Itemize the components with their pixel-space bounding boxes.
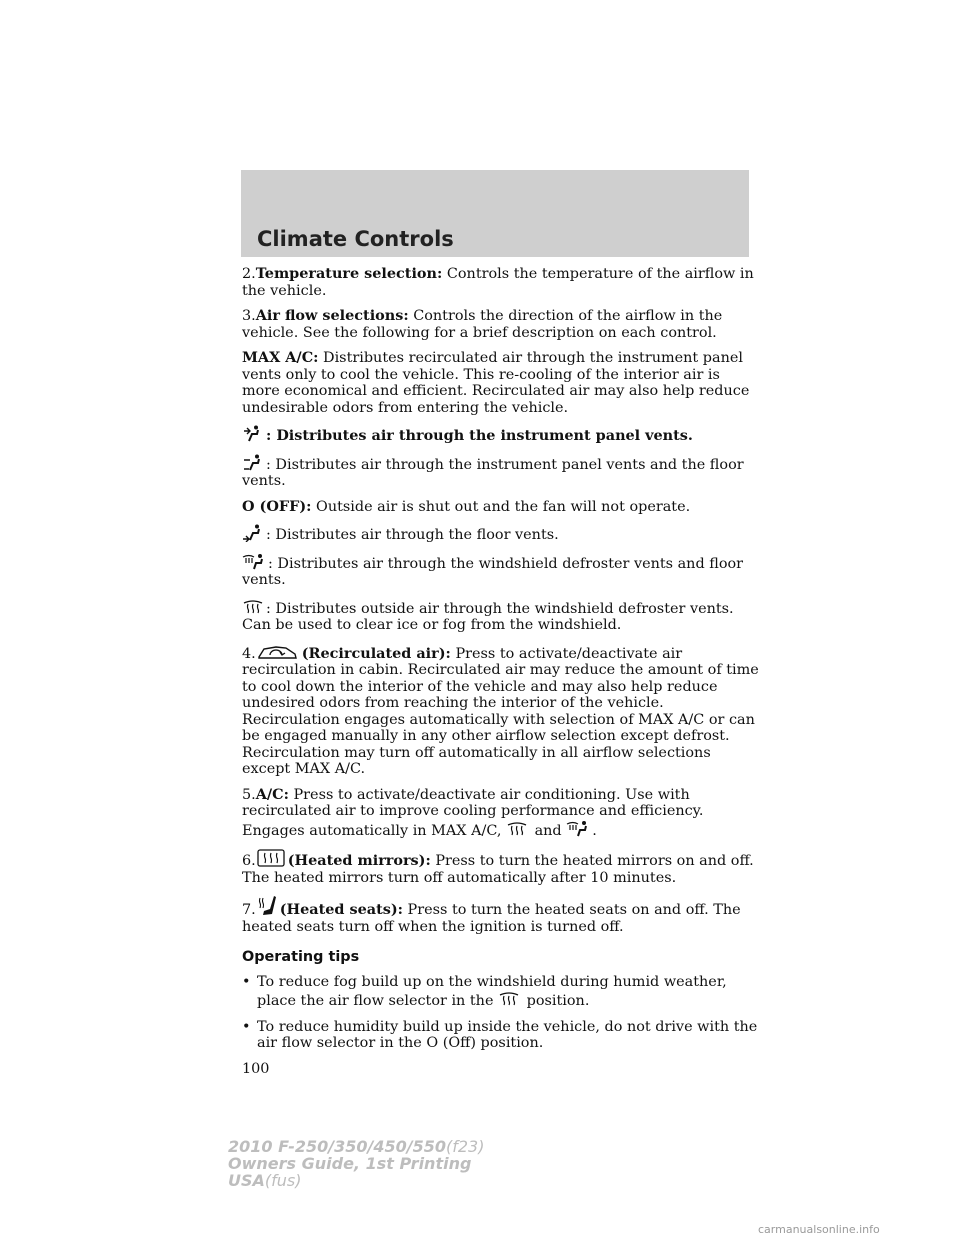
- list-item: • To reduce fog build up on the windshield during humid weather, place the air flow selector in the position.: [242, 973, 727, 1009]
- item-label: (Heated seats):: [279, 901, 403, 918]
- item-defrost-floor: : Distributes air through the windshield defroster vents and floor vents.: [242, 553, 762, 589]
- item-ac: 5.A/C: Press to activate/deactivate air conditioning. Use with recirculated air to improve cooling performance and efficiency. Engages automatically in MAX A/C, and .: [242, 785, 704, 839]
- item-label: (Heated mirrors):: [287, 852, 431, 869]
- item-off: O (OFF): Outside air is shut out and the fan will not operate.: [242, 497, 691, 515]
- windshield-defrost-icon: [498, 990, 520, 1008]
- item-panel-floor-vents: : Distributes air through the instrument panel vents and the floor vents.: [242, 454, 762, 490]
- defrost-floor-icon: [566, 820, 590, 838]
- page-number: 100: [242, 1060, 270, 1077]
- recirculation-icon: [256, 643, 300, 661]
- item-panel-vents: : Distributes air through the instrument panel vents.: [242, 425, 762, 445]
- section-title: Climate Controls: [257, 227, 454, 251]
- item-floor-vents: : Distributes air through the floor vents.: [242, 524, 762, 544]
- item-label: MAX A/C:: [242, 349, 319, 366]
- panel-vent-icon: [242, 425, 264, 443]
- item-airflow: 3.Air flow selections: Controls the direction of the airflow in the vehicle. See the following for a brief description on each control.: [242, 307, 723, 341]
- item-label: Temperature selection:: [255, 265, 443, 282]
- item-heated-seats: 7. (Heated seats): Press to turn the heated seats on and off. The heated seats turn off when the ignition is turned off.: [242, 895, 762, 935]
- item-heated-mirrors: 6. (Heated mirrors): Press to turn the heated mirrors on and off. The heated mirrors turn off automatically after 10 minutes.: [242, 848, 762, 886]
- item-recirculated-air: 4. (Recirculated air): Press to activate/deactivate air recirculation in cabin. Recirculated air may reduce the amount of time to cool down the interior of the vehicle and may also help reduce undesired odors from reaching the interior of the vehicle. Recirculation engages automatically with selection of MAX A/C or can be engaged manually in any other airflow selection except defrost. Recirculation may turn off automatically in all airflow selections except MAX A/C.: [242, 644, 759, 777]
- item-label: A/C:: [255, 785, 289, 803]
- watermark: carmanualsonline.info: [758, 1223, 880, 1236]
- item-temperature: 2.Temperature selection: Controls the temperature of the airflow in the vehicle.: [242, 265, 754, 299]
- page-content: [242, 266, 762, 1077]
- operating-tips-heading: Operating tips: [242, 949, 360, 965]
- heated-seat-icon: [256, 895, 278, 917]
- item-label: O (OFF):: [242, 497, 312, 515]
- item-max-ac: MAX A/C: Distributes recirculated air through the instrument panel vents only to cool the vehicle. This re-cooling of the interior air is more economical and efficient. Recirculated air may also help reduce undesirable odors from entering the vehicle.: [242, 349, 750, 416]
- windshield-defrost-icon: [506, 820, 528, 838]
- tips-list: [242, 974, 762, 1052]
- print-footer: 2010 F-250/350/450/550(f23) Owners Guide, 1st Printing USA(fus): [228, 1137, 485, 1190]
- panel-floor-vent-icon: [242, 454, 264, 472]
- list-item: • To reduce humidity build up inside the vehicle, do not drive with the air flow selector in the O (Off) position.: [242, 1018, 758, 1051]
- windshield-defrost-icon: [242, 598, 264, 616]
- bullet: •: [242, 1018, 251, 1035]
- bullet: •: [242, 973, 251, 990]
- section-header-bar: [241, 170, 749, 257]
- item-label: (Recirculated air):: [301, 644, 451, 662]
- item-label: Air flow selections:: [255, 307, 409, 324]
- heated-mirror-icon: [256, 848, 286, 868]
- item-defrost: : Distributes outside air through the windshield defroster vents. Can be used to clear ice or fog from the windshield.: [242, 598, 762, 634]
- defrost-floor-icon: [242, 553, 266, 571]
- floor-vent-icon: [242, 524, 264, 542]
